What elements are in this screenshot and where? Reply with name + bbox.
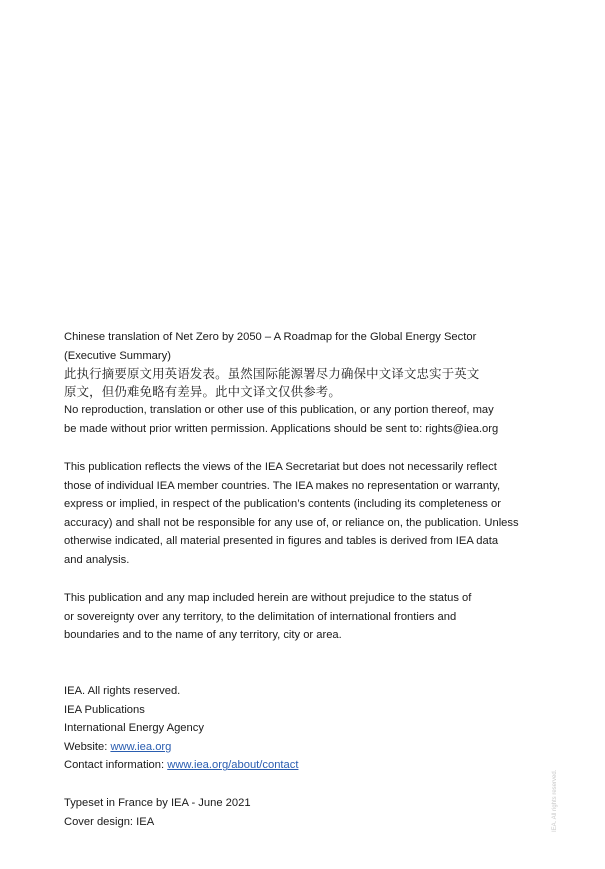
prejudice-line: or sovereignty over any territory, to the delimitation of international frontiers and (64, 610, 457, 623)
contact-row (64, 756, 544, 775)
agency-name: International Energy Agency (64, 722, 204, 735)
publisher-name: IEA Publications (64, 703, 145, 716)
disclaimer-line: accuracy) and shall not be responsible for any use of, or reliance on, the publication. Unless (64, 516, 519, 529)
website-link[interactable]: www.iea.org (110, 740, 172, 753)
reproduction-notice-line-2: be made without prior written permission. Applications should be sent to: rights@iea.org (64, 422, 499, 435)
prejudice-paragraph (64, 589, 544, 645)
rights-statement: IEA. All rights reserved. (64, 685, 181, 697)
vertical-watermark: IEA. All rights reserved. (552, 769, 558, 832)
contact-link[interactable]: www.iea.org/about/contact (167, 759, 299, 772)
website-row (64, 738, 544, 757)
chinese-note-line-2: 原文，但仍难免略有差异。此中文译文仅供参考。 (64, 384, 341, 400)
colophon-block (64, 794, 544, 831)
disclaimer-paragraph (64, 458, 544, 570)
chinese-note-line-1: 此执行摘要原文用英语发表。虽然国际能源署尽力确保中文译文忠实于英文 (64, 366, 480, 382)
disclaimer-line: express or implied, in respect of the publication’s contents (including its completeness or (64, 498, 501, 511)
reproduction-notice-line-1: No reproduction, translation or other use of this publication, or any portion thereof, may (64, 404, 494, 417)
disclaimer-line: This publication reflects the views of the IEA Secretariat but does not necessarily reflect (64, 461, 497, 473)
prejudice-line: boundaries and to the name of any territory, city or area. (64, 629, 342, 642)
website-label: Website: (64, 740, 111, 753)
disclaimer-line: otherwise indicated, all material presented in figures and tables is derived from IEA data (64, 535, 499, 548)
contact-label: Contact information: (64, 759, 168, 772)
contact-block (64, 682, 544, 775)
title-line: Chinese translation of Net Zero by 2050 – A Roadmap for the Global Energy Sector (64, 331, 477, 343)
title-block (64, 328, 544, 438)
disclaimer-line: and analysis. (64, 553, 130, 566)
cover-design-note: Cover design: IEA (64, 815, 155, 828)
prejudice-line: This publication and any map included herein are without prejudice to the status of (64, 592, 472, 604)
title-subline: (Executive Summary) (64, 349, 171, 362)
typeset-note: Typeset in France by IEA - June 2021 (64, 797, 251, 809)
disclaimer-line: those of individual IEA member countries. The IEA makes no representation or warranty, (64, 479, 501, 492)
